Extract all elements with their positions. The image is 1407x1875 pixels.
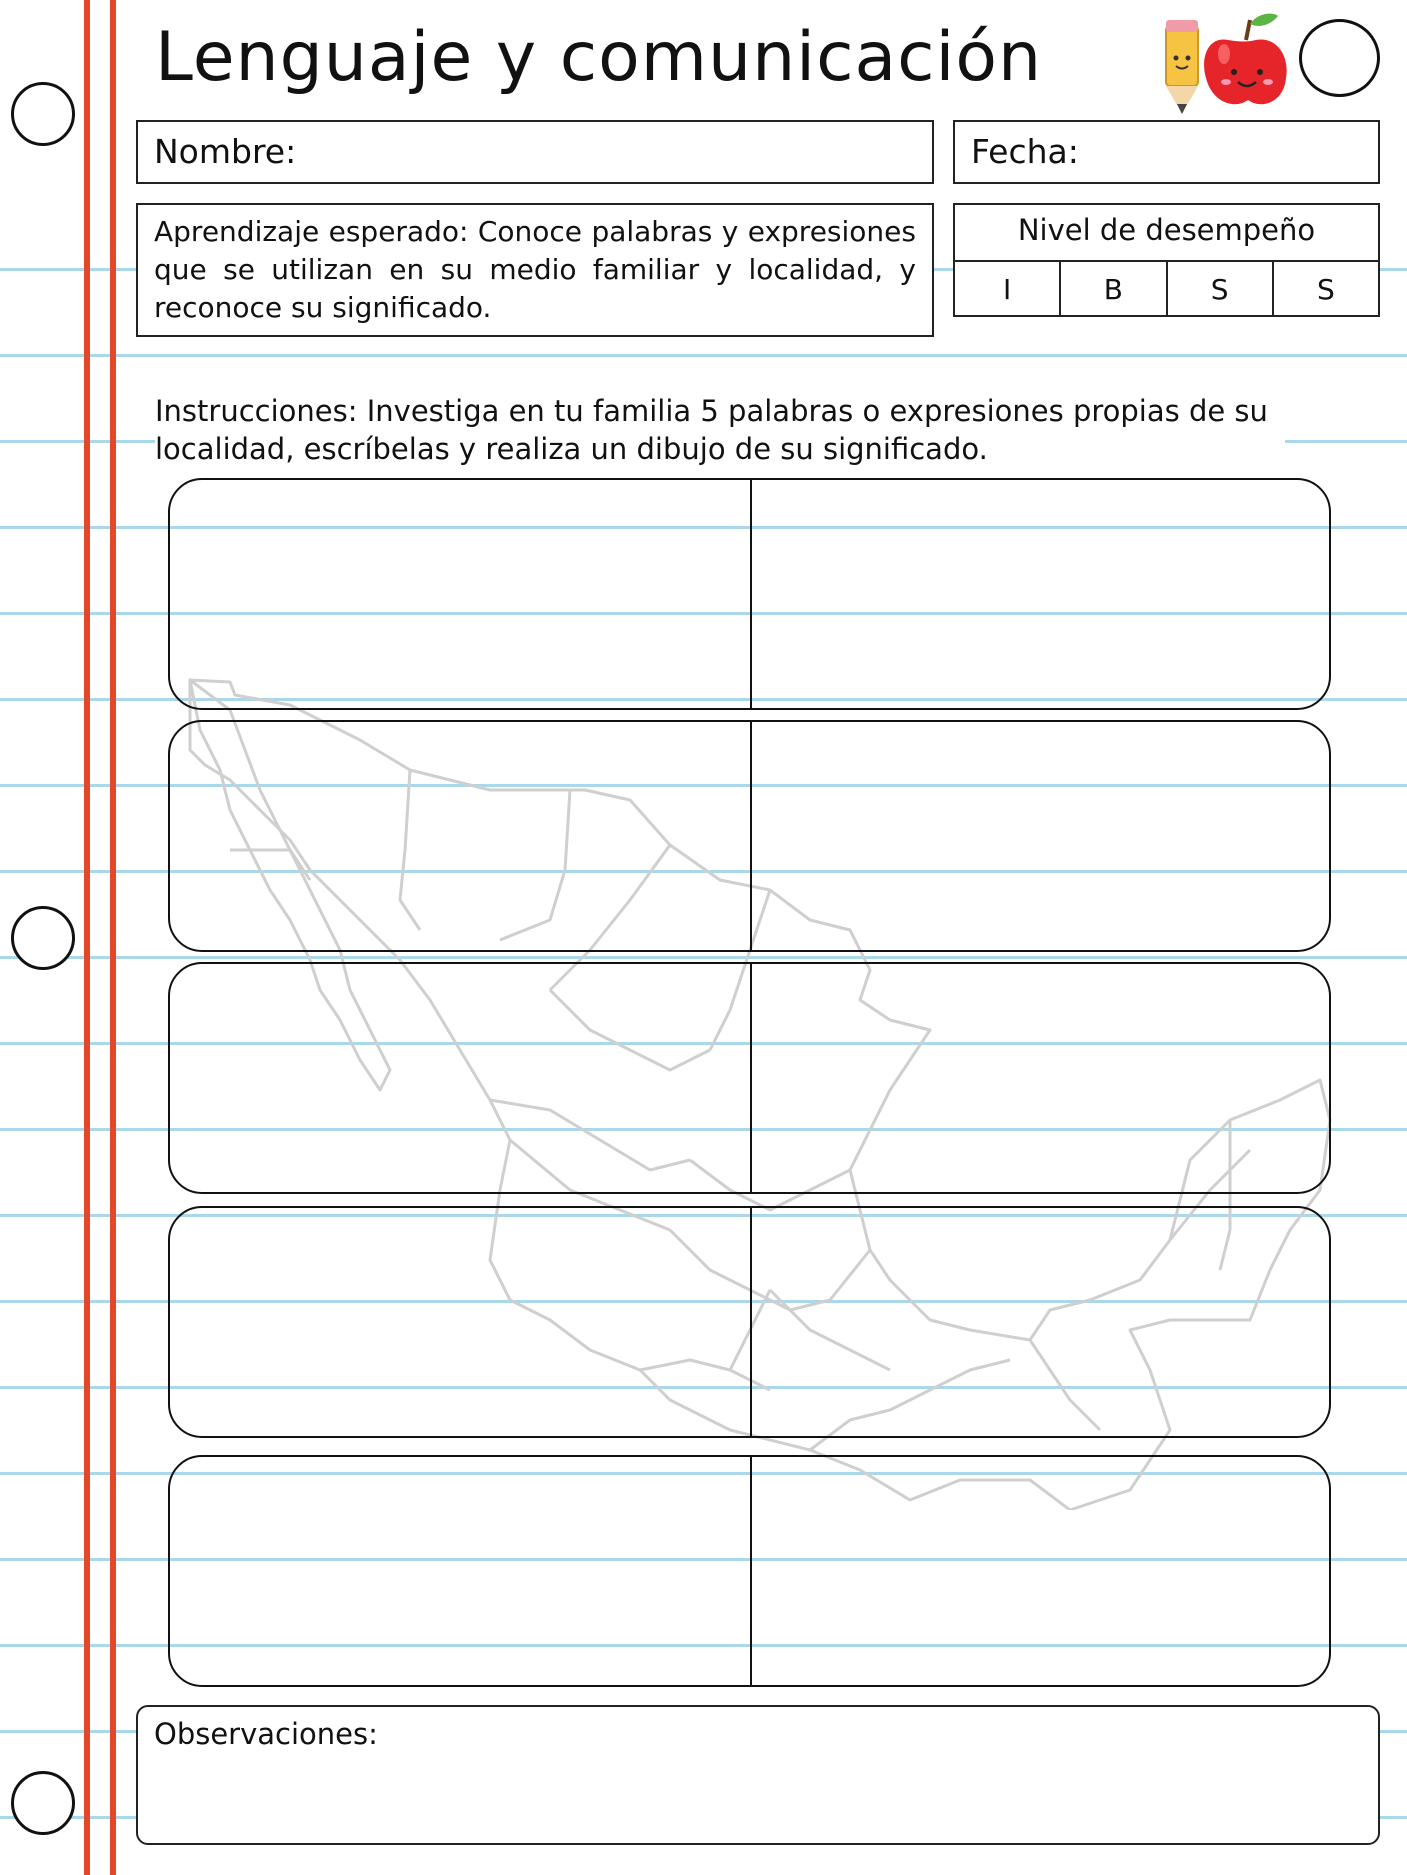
panel-divider xyxy=(750,964,752,1192)
nivel-cell[interactable]: B xyxy=(1061,262,1167,317)
nivel-cell[interactable]: S xyxy=(1168,262,1274,317)
observaciones-label: Observaciones: xyxy=(154,1717,378,1751)
nivel-cell[interactable]: S xyxy=(1316,273,1335,306)
nivel-grid xyxy=(955,260,1378,317)
word-drawing-panel[interactable] xyxy=(168,962,1331,1194)
panel-divider xyxy=(750,1208,752,1436)
instructions: Instrucciones: Investiga en tu familia 5 palabras o expresiones propias de su localidad, escríbelas y realiza un dibujo de su significado. xyxy=(155,392,1285,468)
word-drawing-panel[interactable] xyxy=(168,1455,1331,1687)
panel-divider xyxy=(750,480,752,708)
page-title: Lenguaje y comunicación xyxy=(155,18,1043,97)
margin-line xyxy=(110,0,116,1875)
observaciones-box[interactable] xyxy=(136,1705,1380,1845)
binder-hole xyxy=(11,906,75,970)
binder-hole xyxy=(11,1771,75,1835)
nombre-label: Nombre: xyxy=(154,132,297,171)
nivel-cell[interactable]: I xyxy=(955,262,1061,317)
fecha-label: Fecha: xyxy=(971,132,1079,171)
aprendizaje-box xyxy=(136,203,934,337)
ruled-line xyxy=(0,354,1407,357)
grade-circle xyxy=(1299,19,1380,97)
word-drawing-panel[interactable] xyxy=(168,720,1331,952)
nombre-field[interactable] xyxy=(136,120,934,184)
panel-divider xyxy=(750,722,752,950)
binder-hole xyxy=(11,82,75,146)
nivel-title: Nivel de desempeño xyxy=(1017,213,1316,247)
pencil-and-apple-sticker-icon xyxy=(1158,6,1308,121)
word-drawing-panel[interactable] xyxy=(168,478,1331,710)
panel-divider xyxy=(750,1457,752,1685)
margin-line xyxy=(84,0,90,1875)
fecha-field[interactable] xyxy=(953,120,1380,184)
aprendizaje-text: Aprendizaje esperado: Conoce palabras y expresiones que se utilizan en su medio familiar y localidad, y reconoce su significado. xyxy=(154,215,916,324)
word-drawing-panel[interactable] xyxy=(168,1206,1331,1438)
nivel-desempeno xyxy=(953,203,1380,317)
